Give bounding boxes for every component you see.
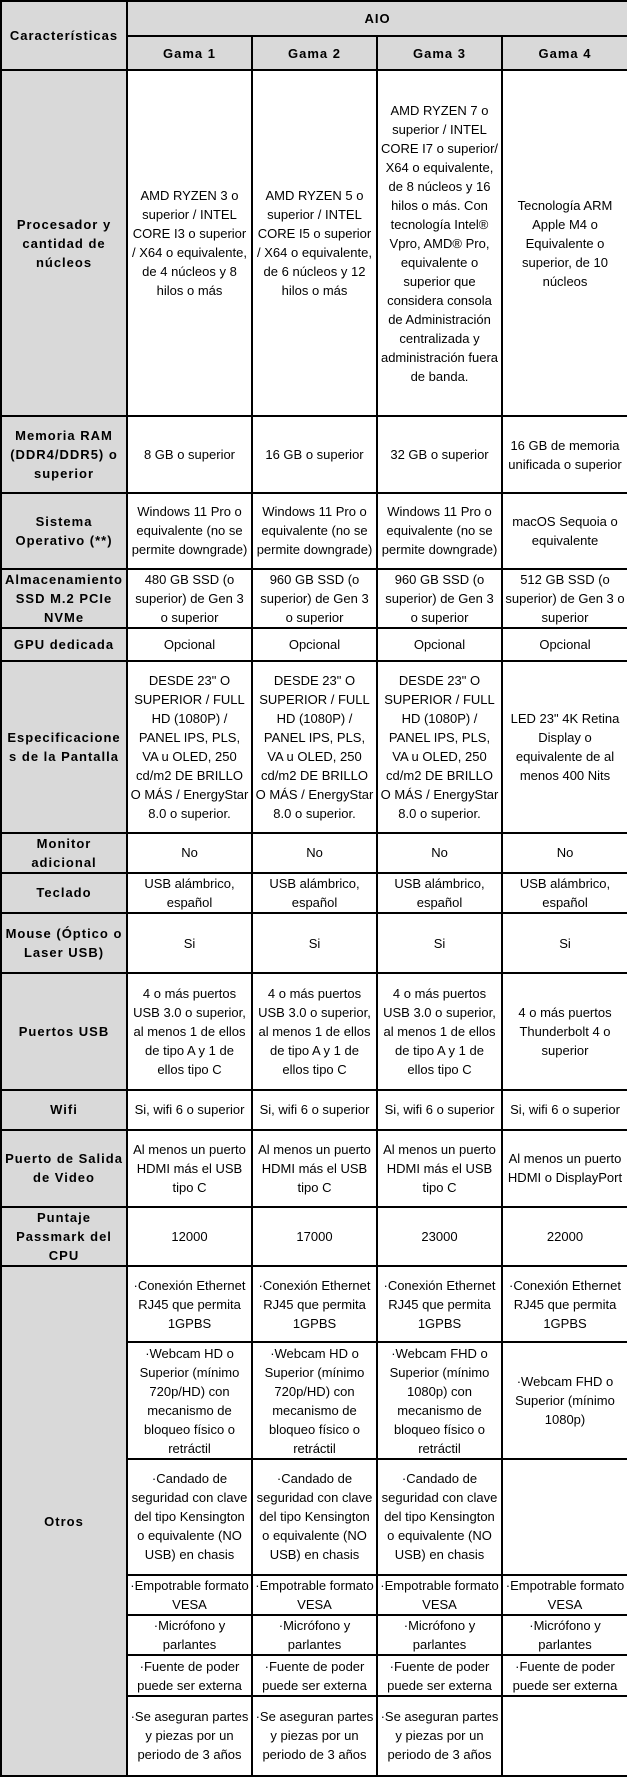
sistema-gama-3: Windows 11 Pro o equivalente (no se permite downgrade) [377,493,502,569]
procesador-label: Procesador y cantidad de núcleos [1,70,127,416]
memoria-gama-1: 8 GB o superior [127,416,252,492]
video-gama-3: Al menos un puerto HDMI más el USB tipo C [377,1130,502,1207]
webcam-gama-3: ·Webcam FHD o Superior (mínimo 1080p) con mecanismo de bloqueo físico o retráctil [377,1342,502,1458]
monitor-label: Monitor adicional [1,833,127,873]
wifi-gama-3: Si, wifi 6 o superior [377,1090,502,1130]
mouse-label: Mouse (Óptico o Laser USB) [1,913,127,973]
fuente-gama-3: ·Fuente de poder puede ser externa [377,1655,502,1695]
teclado-gama-1: USB alámbrico, español [127,873,252,913]
monitor-gama-3: No [377,833,502,873]
pantalla-gama-4: LED 23" 4K Retina Display o equivalente de al menos 400 Nits [502,661,627,833]
gpu-label: GPU dedicada [1,628,127,661]
sistema-gama-1: Windows 11 Pro o equivalente (no se permite downgrade) [127,493,252,569]
microfono-gama-1: ·Micrófono y parlantes [127,1615,252,1655]
ethernet-gama-1: ·Conexión Ethernet RJ45 que permita 1GPBS [127,1266,252,1342]
partes-gama-2: ·Se aseguran partes y piezas por un periodo de 3 años [252,1696,377,1776]
candado-gama-4 [502,1459,627,1575]
gama-2-header: Gama 2 [252,36,377,70]
wifi-gama-4: Si, wifi 6 o superior [502,1090,627,1130]
almacenamiento-gama-2: 960 GB SSD (o superior) de Gen 3 o superior [252,569,377,628]
vesa-gama-1: ·Empotrable formato VESA [127,1575,252,1615]
otros-label: Otros [1,1266,127,1776]
procesador-gama-2: AMD RYZEN 5 o superior / INTEL CORE I5 o superior / X64 o equivalente, de 6 núcleos y 12 hilos o más [252,70,377,416]
almacenamiento-label: Almacenamiento SSD M.2 PCIe NVMe [1,569,127,628]
teclado-gama-2: USB alámbrico, español [252,873,377,913]
gpu-gama-2: Opcional [252,628,377,661]
vesa-gama-4: ·Empotrable formato VESA [502,1575,627,1615]
gama-3-header: Gama 3 [377,36,502,70]
video-gama-4: Al menos un puerto HDMI o DisplayPort [502,1130,627,1207]
gama-4-header: Gama 4 [502,36,627,70]
partes-gama-1: ·Se aseguran partes y piezas por un periodo de 3 años [127,1696,252,1776]
usb-gama-2: 4 o más puertos USB 3.0 o superior, al menos 1 de ellos de tipo A y 1 de ellos tipo C [252,973,377,1089]
memoria-gama-3: 32 GB o superior [377,416,502,492]
microfono-gama-2: ·Micrófono y parlantes [252,1615,377,1655]
ethernet-gama-4: ·Conexión Ethernet RJ45 que permita 1GPBS [502,1266,627,1342]
almacenamiento-gama-1: 480 GB SSD (o superior) de Gen 3 o superior [127,569,252,628]
memoria-gama-2: 16 GB o superior [252,416,377,492]
aio-header: AIO [127,1,627,36]
video-gama-1: Al menos un puerto HDMI más el USB tipo C [127,1130,252,1207]
ethernet-gama-3: ·Conexión Ethernet RJ45 que permita 1GPBS [377,1266,502,1342]
partes-gama-4 [502,1696,627,1776]
microfono-gama-4: ·Micrófono y parlantes [502,1615,627,1655]
candado-gama-1: ·Candado de seguridad con clave del tipo Kensington o equivalente (NO USB) en chasis [127,1459,252,1575]
webcam-gama-4: ·Webcam FHD o Superior (mínimo 1080p) [502,1342,627,1458]
webcam-gama-1: ·Webcam HD o Superior (mínimo 720p/HD) con mecanismo de bloqueo físico o retráctil [127,1342,252,1458]
procesador-gama-1: AMD RYZEN 3 o superior / INTEL CORE I3 o superior / X64 o equivalente, de 4 núcleos y 8 hilos o más [127,70,252,416]
sistema-gama-4: macOS Sequoia o equivalente [502,493,627,569]
video-label: Puerto de Salida de Video [1,1130,127,1207]
passmark-gama-2: 17000 [252,1207,377,1266]
mouse-gama-3: Si [377,913,502,973]
pantalla-gama-1: DESDE 23" O SUPERIOR / FULL HD (1080P) / PANEL IPS, PLS, VA u OLED, 250 cd/m2 DE BRILLO O MÁS / EnergyStar 8.0 o superior. [127,661,252,833]
vesa-gama-2: ·Empotrable formato VESA [252,1575,377,1615]
almacenamiento-gama-3: 960 GB SSD (o superior) de Gen 3 o superior [377,569,502,628]
wifi-gama-1: Si, wifi 6 o superior [127,1090,252,1130]
usb-label: Puertos USB [1,973,127,1089]
teclado-label: Teclado [1,873,127,913]
sistema-label: Sistema Operativo (**) [1,493,127,569]
memoria-gama-4: 16 GB de memoria unificada o superior [502,416,627,492]
almacenamiento-gama-4: 512 GB SSD (o superior) de Gen 3 o superior [502,569,627,628]
teclado-gama-3: USB alámbrico, español [377,873,502,913]
wifi-label: Wifi [1,1090,127,1130]
passmark-gama-4: 22000 [502,1207,627,1266]
gpu-gama-1: Opcional [127,628,252,661]
monitor-gama-1: No [127,833,252,873]
microfono-gama-3: ·Micrófono y parlantes [377,1615,502,1655]
video-gama-2: Al menos un puerto HDMI más el USB tipo C [252,1130,377,1207]
monitor-gama-4: No [502,833,627,873]
procesador-gama-3: AMD RYZEN 7 o superior / INTEL CORE I7 o superior/ X64 o equivalente, de 8 núcleos y 16 hilos o más. Con tecnología Intel® Vpro, AMD® Pro, equivalente o superior que considera consola de Administración centralizada y administración fuera de banda. [377,70,502,416]
teclado-gama-4: USB alámbrico, español [502,873,627,913]
candado-gama-2: ·Candado de seguridad con clave del tipo Kensington o equivalente (NO USB) en chasis [252,1459,377,1575]
gpu-gama-3: Opcional [377,628,502,661]
vesa-gama-3: ·Empotrable formato VESA [377,1575,502,1615]
mouse-gama-4: Si [502,913,627,973]
fuente-gama-2: ·Fuente de poder puede ser externa [252,1655,377,1695]
pantalla-label: Especificaciones de la Pantalla [1,661,127,833]
gama-1-header: Gama 1 [127,36,252,70]
ethernet-gama-2: ·Conexión Ethernet RJ45 que permita 1GPBS [252,1266,377,1342]
partes-gama-3: ·Se aseguran partes y piezas por un periodo de 3 años [377,1696,502,1776]
passmark-gama-3: 23000 [377,1207,502,1266]
candado-gama-3: ·Candado de seguridad con clave del tipo Kensington o equivalente (NO USB) en chasis [377,1459,502,1575]
pantalla-gama-3: DESDE 23" O SUPERIOR / FULL HD (1080P) / PANEL IPS, PLS, VA u OLED, 250 cd/m2 DE BRILLO O MÁS / EnergyStar 8.0 o superior. [377,661,502,833]
fuente-gama-4: ·Fuente de poder puede ser externa [502,1655,627,1695]
webcam-gama-2: ·Webcam HD o Superior (mínimo 720p/HD) con mecanismo de bloqueo físico o retráctil [252,1342,377,1458]
usb-gama-4: 4 o más puertos Thunderbolt 4 o superior [502,973,627,1089]
usb-gama-1: 4 o más puertos USB 3.0 o superior, al menos 1 de ellos de tipo A y 1 de ellos tipo C [127,973,252,1089]
gpu-gama-4: Opcional [502,628,627,661]
fuente-gama-1: ·Fuente de poder puede ser externa [127,1655,252,1695]
wifi-gama-2: Si, wifi 6 o superior [252,1090,377,1130]
caracteristicas-header: Características [1,1,127,70]
sistema-gama-2: Windows 11 Pro o equivalente (no se permite downgrade) [252,493,377,569]
passmark-gama-1: 12000 [127,1207,252,1266]
mouse-gama-1: Si [127,913,252,973]
monitor-gama-2: No [252,833,377,873]
passmark-label: Puntaje Passmark del CPU [1,1207,127,1266]
mouse-gama-2: Si [252,913,377,973]
procesador-gama-4: Tecnología ARM Apple M4 o Equivalente o superior, de 10 núcleos [502,70,627,416]
pantalla-gama-2: DESDE 23" O SUPERIOR / FULL HD (1080P) / PANEL IPS, PLS, VA u OLED, 250 cd/m2 DE BRILLO O MÁS / EnergyStar 8.0 o superior. [252,661,377,833]
memoria-label: Memoria RAM (DDR4/DDR5) o superior [1,416,127,492]
usb-gama-3: 4 o más puertos USB 3.0 o superior, al menos 1 de ellos de tipo A y 1 de ellos tipo C [377,973,502,1089]
